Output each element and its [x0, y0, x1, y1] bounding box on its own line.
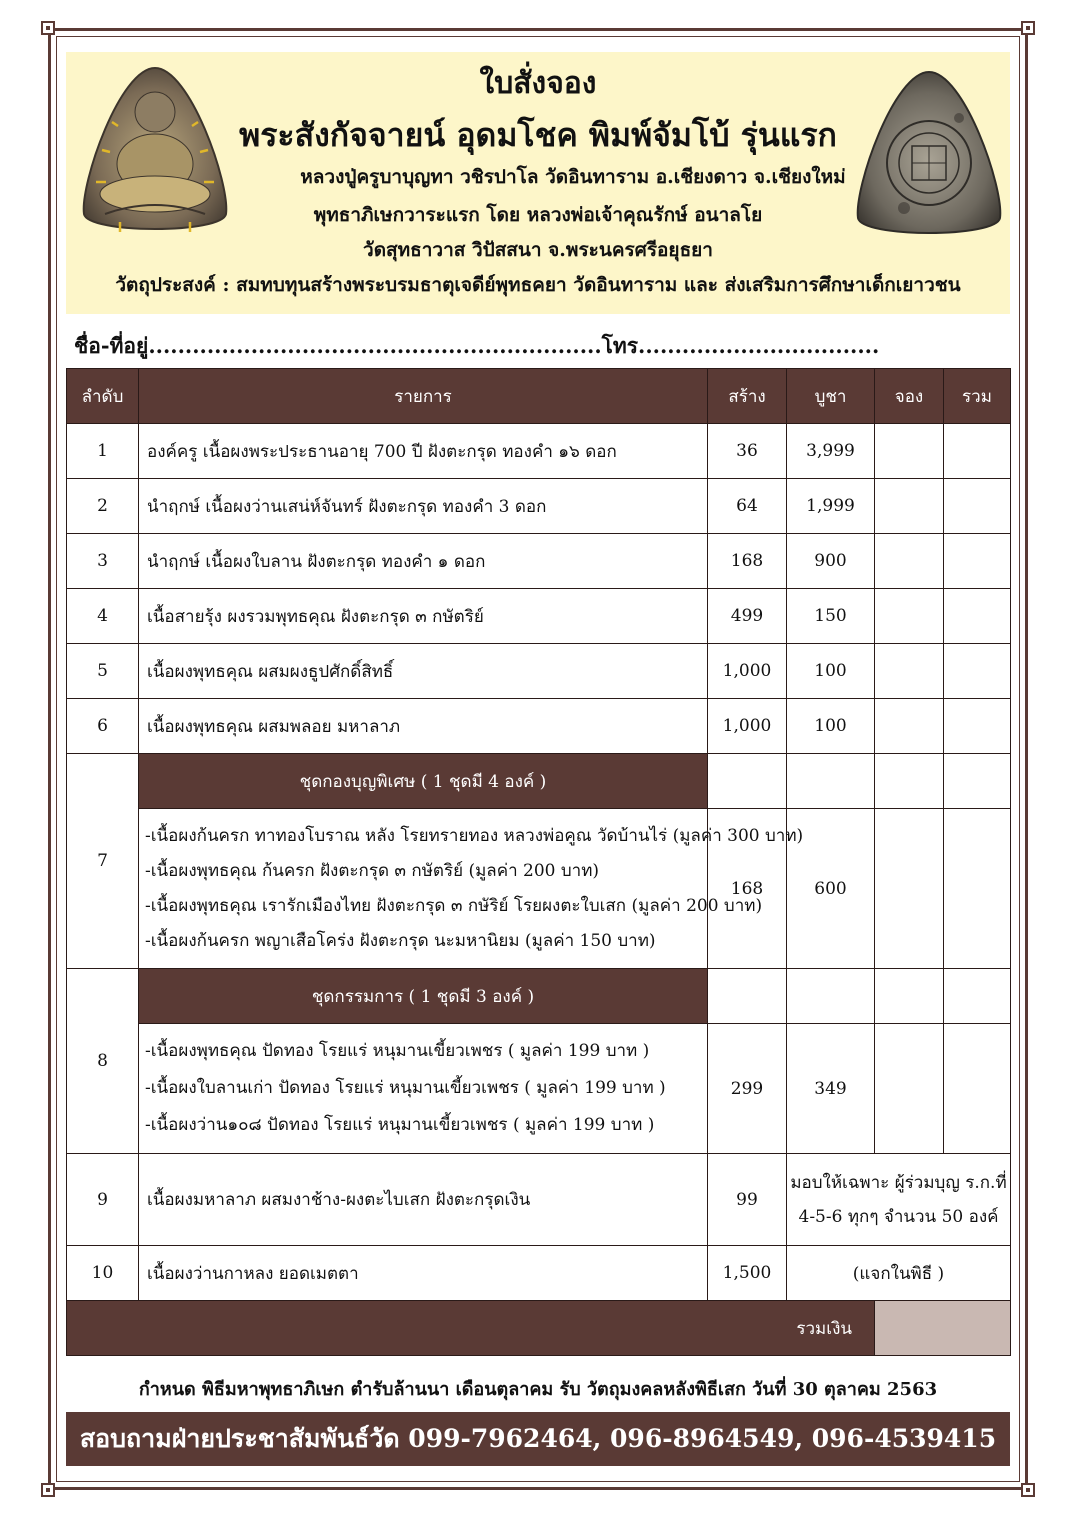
row-no: 10	[67, 1246, 139, 1301]
blessing-line: พุทธาภิเษกวาระแรก โดย หลวงพ่อเจ้าคุณรักษ์ อนาลโย	[313, 204, 763, 226]
total-cell[interactable]	[944, 644, 1011, 699]
table-row	[67, 644, 1011, 699]
set7-heading: ชุดกองบุญพิเศษ ( 1 ชุดมี 4 องค์ )	[139, 754, 708, 809]
table-row	[67, 1154, 1011, 1246]
row-item: เนื้อผงพุทธคุณ ผสมผงธูปศักดิ์สิทธิ์	[139, 644, 708, 699]
grand-total-field[interactable]	[875, 1301, 1011, 1356]
set8-item: -เนื้อผงพุทธคุณ ปัดทอง โรยแร่ หนุมานเขี้ยวเพชร ( มูลค่า 199 บาท )	[145, 1041, 650, 1061]
corner-ornament	[1021, 1483, 1035, 1497]
reserve-cell[interactable]	[875, 589, 944, 644]
table-row	[67, 479, 1011, 534]
ceremony-note: กำหนด พิธีมหาพุทธาภิเษก ตำรับล้านนา เดือนตุลาคม รับ วัตถุมงคลหลังพิธีเสก วันที่ 30 ตุลาคม 2563	[138, 1379, 938, 1400]
row-made: 499	[708, 589, 787, 644]
row10-note: (แจกในพิธี )	[787, 1246, 1011, 1301]
empty-cell	[708, 754, 787, 809]
reserve-cell[interactable]	[875, 424, 944, 479]
set7-item: -เนื้อผงก้นครก พญาเสือโคร่ง ฝังตะกรุด นะมหานิยม (มูลค่า 150 บาท)	[145, 930, 656, 951]
empty-cell	[875, 969, 944, 1024]
row9-note	[787, 1154, 1011, 1246]
total-cell[interactable]	[944, 699, 1011, 754]
row-price: 100	[787, 699, 875, 754]
row-made: 1,000	[708, 644, 787, 699]
row-item: เนื้อผงมหาลาภ ผสมงาช้าง-ผงตะไบเสก ฝังตะกรุดเงิน	[139, 1154, 708, 1246]
col-header-made: สร้าง	[708, 369, 787, 424]
row9-note-line: มอบให้เฉพาะ ผู้ร่วมบุญ ร.ก.ที่	[790, 1172, 1007, 1193]
reserve-cell[interactable]	[875, 699, 944, 754]
grand-total-label: รวมเงิน	[67, 1301, 875, 1356]
table-header-row	[67, 369, 1011, 424]
row-no: 1	[67, 424, 139, 479]
set7-item: -เนื้อผงพุทธคุณ ก้นครก ฝังตะกรุด ๓ กษัตริย์ (มูลค่า 200 บาท)	[145, 860, 600, 881]
reserve-cell[interactable]	[875, 534, 944, 589]
row-made: 99	[708, 1154, 787, 1246]
empty-cell	[787, 969, 875, 1024]
table-row	[67, 424, 1011, 479]
set8-item: -เนื้อผงว่าน๑๐๘ ปัดทอง โรยแร่ หนุมานเขี้ยวเพชร ( มูลค่า 199 บาท )	[145, 1115, 655, 1135]
row-no: 6	[67, 699, 139, 754]
table-row	[67, 589, 1011, 644]
empty-cell	[875, 754, 944, 809]
row-item: องค์ครู เนื้อผงพระประธานอายุ 700 ปี ฝังตะกรุด ทองคำ ๑๖ ดอก	[139, 424, 708, 479]
row-no: 9	[67, 1154, 139, 1246]
row-item: เนื้อผงพุทธคุณ ผสมพลอย มหาลาภ	[139, 699, 708, 754]
table-row	[67, 1246, 1011, 1301]
row-price: 100	[787, 644, 875, 699]
set7-item: -เนื้อผงก้นครก ทาทองโบราณ หลัง โรยทรายทอง หลวงพ่อคูณ วัดบ้านไร่ (มูลค่า 300 บาท)	[145, 825, 804, 846]
empty-cell	[944, 754, 1011, 809]
reserve-cell[interactable]	[875, 644, 944, 699]
set7-heading-row	[67, 754, 1011, 809]
col-header-item: รายการ	[139, 369, 708, 424]
total-cell[interactable]	[944, 479, 1011, 534]
row-item: นำฤกษ์ เนื้อผงใบลาน ฝังตะกรุด ทองคำ ๑ ดอก	[139, 534, 708, 589]
row-price: 349	[787, 1024, 875, 1154]
row-made: 168	[708, 534, 787, 589]
table-row	[67, 699, 1011, 754]
set7-detail-row	[67, 809, 1011, 969]
row-no: 2	[67, 479, 139, 534]
row9-note-line: 4-5-6 ทุกๆ จำนวน 50 องค์	[798, 1206, 999, 1227]
total-cell[interactable]	[944, 589, 1011, 644]
col-header-reserve: จอง	[875, 369, 944, 424]
set7-item: -เนื้อผงพุทธคุณ เรารักเมืองไทย ฝังตะกรุด ๓ กษัริย์ โรยผงตะใบเสก (มูลค่า 200 บาท)	[145, 895, 763, 916]
set8-detail-row	[67, 1024, 1011, 1154]
empty-cell	[787, 754, 875, 809]
monk-line: หลวงปู่ครูบาบุญทา วชิรปาโล วัดอินทาราม อ.เชียงดาว จ.เชียงใหม่	[300, 166, 846, 188]
corner-ornament	[1021, 21, 1035, 35]
col-header-no: ลำดับ	[67, 369, 139, 424]
row-price: 150	[787, 589, 875, 644]
row-price: 600	[787, 809, 875, 969]
header-banner	[66, 52, 1010, 314]
table-row	[67, 534, 1011, 589]
contact-bar: สอบถามฝ่ายประชาสัมพันธ์วัด 099-7962464, 096-8964549, 096-4539415	[66, 1412, 1010, 1466]
row-item: เนื้อสายรุ้ง ผงรวมพุทธคุณ ฝังตะกรุด ๓ กษัตริย์	[139, 589, 708, 644]
purpose-line: วัตถุประสงค์ : สมทบทุนสร้างพระบรมธาตุเจดีย์พุทธคยา วัดอินทาราม และ ส่งเสริมการศึกษาเด็กเยาวชน	[115, 274, 961, 296]
row-made: 1,500	[708, 1246, 787, 1301]
corner-ornament	[41, 1483, 55, 1497]
set8-item: -เนื้อผงใบลานเก่า ปัดทอง โรยแร่ หนุมานเขี้ยวเพชร ( มูลค่า 199 บาท )	[145, 1078, 666, 1098]
total-cell[interactable]	[944, 424, 1011, 479]
row-no: 8	[67, 969, 139, 1154]
row-item: เนื้อผงว่านกาหลง ยอดเมตตา	[139, 1246, 708, 1301]
form-title: ใบสั่งจอง	[479, 66, 597, 101]
order-table	[66, 368, 1011, 1356]
row-made: 36	[708, 424, 787, 479]
name-address-field[interactable]: ชื่อ-ที่อยู่..............................................................โทร.................................	[74, 333, 880, 358]
row-made: 1,000	[708, 699, 787, 754]
col-header-total: รวม	[944, 369, 1011, 424]
reserve-cell[interactable]	[875, 809, 944, 969]
row-price: 3,999	[787, 424, 875, 479]
temple-line: วัดสุทธาวาส วิปัสสนา จ.พระนครศรีอยุธยา	[363, 239, 713, 261]
row-no: 4	[67, 589, 139, 644]
row-price: 1,999	[787, 479, 875, 534]
empty-cell	[944, 969, 1011, 1024]
row-made: 64	[708, 479, 787, 534]
row-no: 7	[67, 754, 139, 969]
reserve-cell[interactable]	[875, 1024, 944, 1154]
amulet-name: พระสังกัจจายน์ อุดมโชค พิมพ์จัมโบ้ รุ่นแรก	[239, 116, 837, 154]
total-cell[interactable]	[944, 534, 1011, 589]
row-no: 3	[67, 534, 139, 589]
total-cell[interactable]	[944, 1024, 1011, 1154]
corner-ornament	[41, 21, 55, 35]
set8-heading: ชุดกรรมการ ( 1 ชุดมี 3 องค์ )	[139, 969, 708, 1024]
col-header-price: บูชา	[787, 369, 875, 424]
set8-items	[139, 1024, 708, 1154]
row-item: นำฤกษ์ เนื้อผงว่านเสน่ห์จันทร์ ฝังตะกรุด ทองคำ 3 ดอก	[139, 479, 708, 534]
set8-heading-row	[67, 969, 1011, 1024]
total-cell[interactable]	[944, 809, 1011, 969]
row-no: 5	[67, 644, 139, 699]
reserve-cell[interactable]	[875, 479, 944, 534]
grand-total-row	[67, 1301, 1011, 1356]
row-made: 168	[708, 809, 787, 969]
empty-cell	[708, 969, 787, 1024]
row-made: 299	[708, 1024, 787, 1154]
row-price: 900	[787, 534, 875, 589]
